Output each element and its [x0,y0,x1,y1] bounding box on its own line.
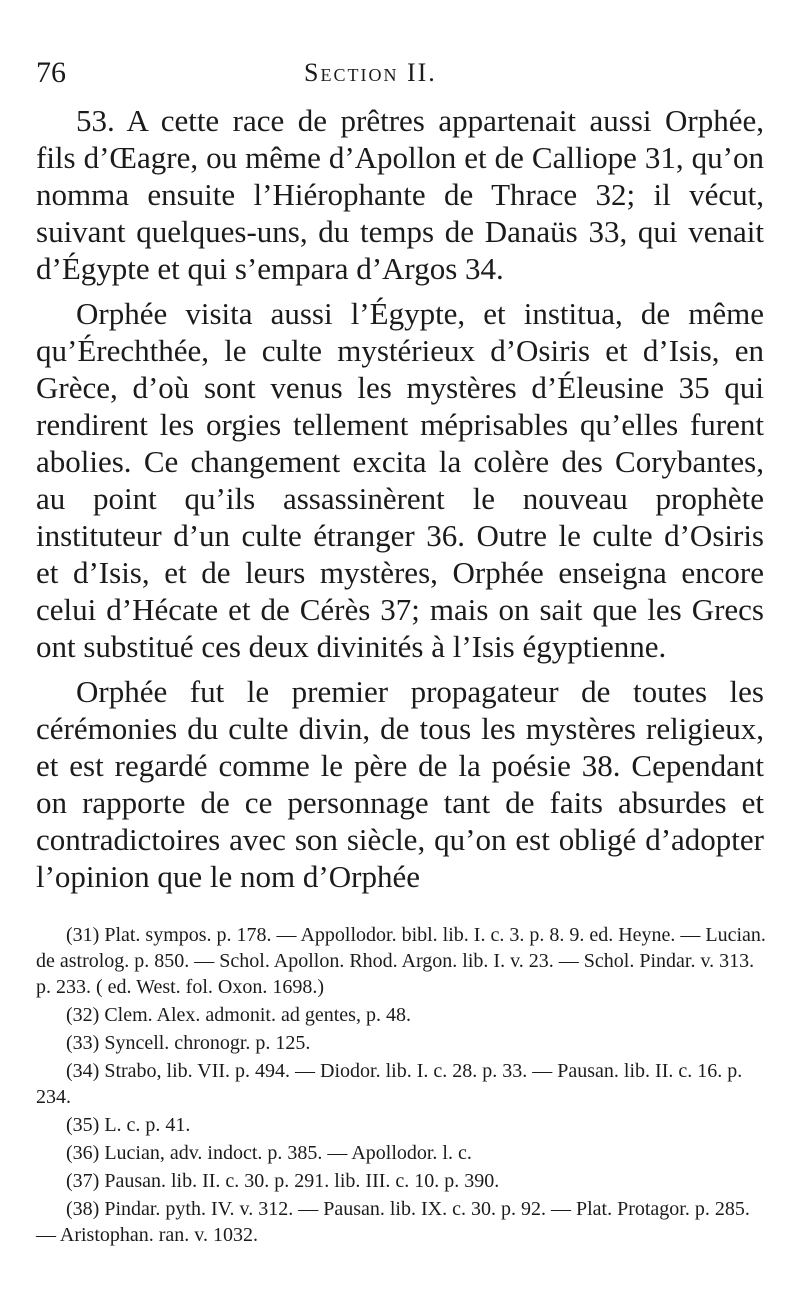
footnotes [36,922,770,1248]
footnote-34: (34) Strabo, lib. VII. p. 494. — Diodor. lib. I. c. 28. p. 33. — Pausan. lib. II. c. 16. p. 234. [36,1060,743,1108]
paragraph-53: 53. A cette race de prêtres appartenait aussi Orphée, fils d’Œagre, ou même d’Apollon et de Calliope 31, qu’on nomma ensuite l’Hiérophante de Thrace 32; il vécut, suivant quelques-uns, du temps de Danaüs 33, qui venait d’Égypte et qui s’empara d’Argos 34. [36,103,764,286]
paragraph-orphee-egypte: Orphée visita aussi l’Égypte, et institua, de même qu’Érechthée, le culte mystérieux d’Osiris et d’Isis, en Grèce, d’où sont venus les mystères d’Éleusine 35 qui rendirent les orgies tellement méprisables qu’elles furent abolies. Ce changement excita la colère des Corybantes, au point qu’ils assassinèrent le nouveau prophète instituteur d’un culte étranger 36. Outre le culte d’Osiris et d’Isis, et de leurs mystères, Orphée enseigna encore celui d’Hécate et de Cérès 37; mais on sait que les Grecs ont substitué ces deux divinités à l’Isis égyptienne. [36,296,764,664]
page-header [36,56,776,96]
footnote-32: (32) Clem. Alex. admonit. ad gentes, p. 48. [66,1004,411,1026]
page-number: 76 [36,56,66,89]
running-head: Section II. [304,58,437,87]
footnote-33: (33) Syncell. chronogr. p. 125. [66,1032,311,1054]
footnote-35: (35) L. c. p. 41. [66,1114,191,1136]
footnote-38: (38) Pindar. pyth. IV. v. 312. — Pausan. lib. IX. c. 30. p. 92. — Plat. Protagor. p. 285. — Aristophan. ran. v. 1032. [36,1198,750,1246]
footnote-31: (31) Plat. sympos. p. 178. — Appollodor. bibl. lib. I. c. 3. p. 8. 9. ed. Heyne. — Lucian. de astrolog. p. 850. — Schol. Apollon. Rhod. Argon. lib. I. v. 23. — Schol. Pindar. v. 313. p. 233. ( ed. West. fol. Oxon. 1698.) [36,924,766,998]
paragraph-orphee-propagateur: Orphée fut le premier propagateur de toutes les cérémonies du culte divin, de tous les mystères religieux, et est regardé comme le père de la poésie 38. Cependant on rapporte de ce personnage tant de faits absurdes et contradictoires avec son siècle, qu’on est obligé d’adopter l’opinion que le nom d’Orphée [36,674,764,894]
footnote-37: (37) Pausan. lib. II. c. 30. p. 291. lib. III. c. 10. p. 390. [66,1170,500,1192]
body-text [36,102,764,895]
footnote-36: (36) Lucian, adv. indoct. p. 385. — Apollodor. l. c. [66,1142,472,1164]
